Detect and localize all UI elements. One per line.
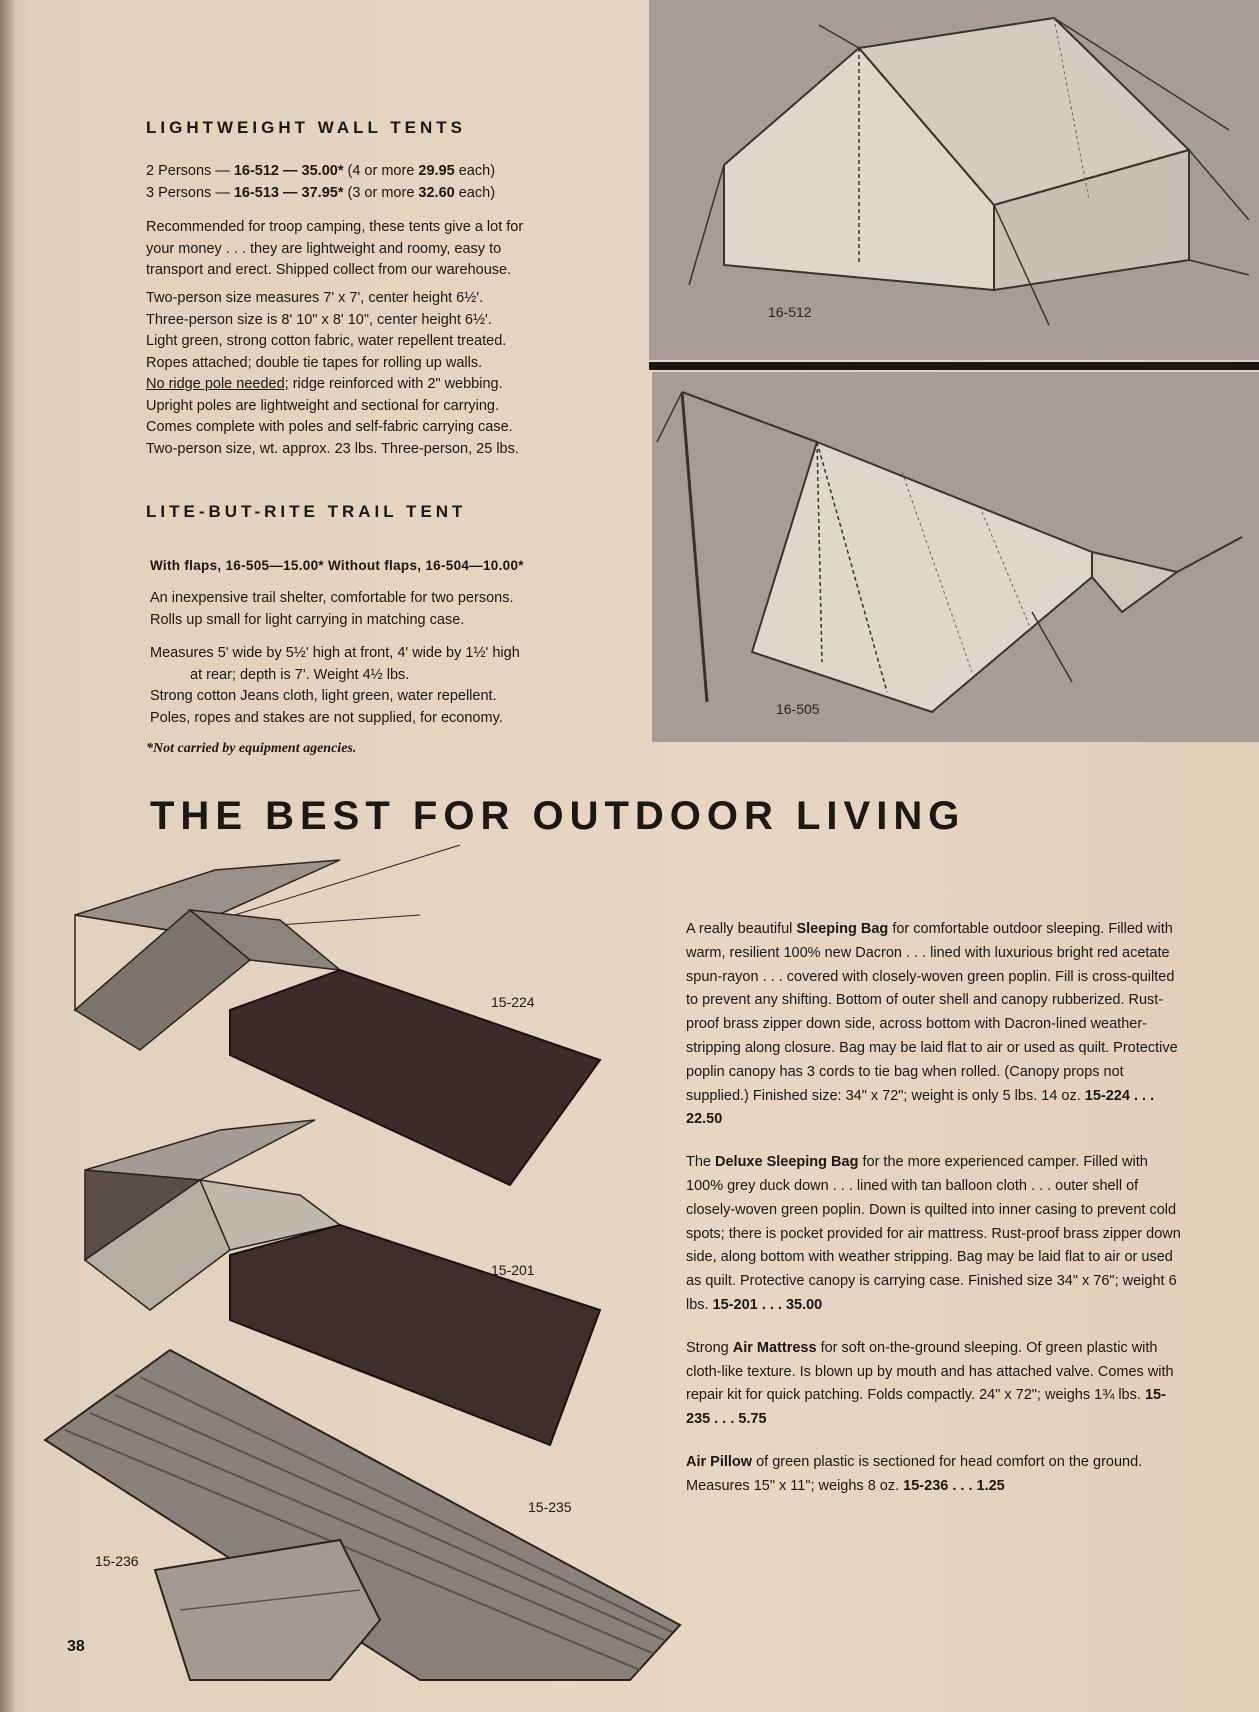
ridge-line: No ridge pole needed; ridge reinforced with 2" webbing. bbox=[146, 376, 503, 392]
wall-tent-illustration bbox=[649, 0, 1259, 360]
deluxe-bag-description: The Deluxe Sleeping Bag for the more experienced camper. Filled with 100% grey duck down . . . lined with tan balloon cloth . . . outer shell of closely-woven green poplin. Down is quilted into inner casing to prevent cold spots; there is pocket provided for air mattress. Rust-proof brass zipper down side, along bottom with weather stripping. Bag may be laid flat to air or used as quilt. Protective canopy is carrying case. Finished size 34" x 76"; weight 6 lbs. 15-201 . . . 35.00 bbox=[686, 1154, 1181, 1313]
spec-line: Two-person size measures 7' x 7', center height 6½'. bbox=[146, 290, 484, 306]
wall-tent-photo bbox=[649, 0, 1259, 360]
trail-tent-price-line: With flaps, 16-505—15.00* Without flaps, 16-504—10.00* bbox=[150, 558, 524, 573]
wall-tents-intro bbox=[146, 217, 616, 282]
spec-line: Ropes attached; double tie tapes for rolling up walls. bbox=[146, 354, 483, 371]
measure-line: at rear; depth is 7'. Weight 4½ lbs. bbox=[190, 666, 410, 683]
product-illustrations bbox=[40, 850, 720, 1680]
sleeping-bag-15-224 bbox=[75, 845, 600, 1185]
air-pillow-description: Air Pillow of green plastic is sectioned for head comfort on the ground. Measures 15" x 11"; weighs 8 oz. 15-236 . . . 1.25 bbox=[686, 1453, 1143, 1494]
product-label-15-224: 15-224 bbox=[491, 994, 535, 1010]
intro-line: your money . . . they are lightweight and roomy, easy to bbox=[146, 240, 502, 257]
spec-line: Comes complete with poles and self-fabric carrying case. bbox=[146, 419, 513, 435]
trail-tent-specs bbox=[150, 643, 630, 729]
wall-tent-label: 16-512 bbox=[768, 304, 812, 320]
wall-tents-heading: LIGHTWEIGHT WALL TENTS bbox=[146, 118, 466, 137]
spec-line: Upright poles are lightweight and sectional for carrying. bbox=[146, 397, 500, 414]
air-mattress-description: Strong Air Mattress for soft on-the-ground sleeping. Of green plastic with cloth-like texture. Is blown up by mouth and has attached valve. Comes with repair kit for quick patching. Folds compactly. 24" x 72"; weighs 1¾ lbs. 15-235 . . . 5.75 bbox=[686, 1339, 1174, 1428]
spec-line: Poles, ropes and stakes are not supplied, for economy. bbox=[150, 709, 503, 726]
intro-line: Rolls up small for light carrying in matching case. bbox=[150, 611, 465, 628]
wall-tents-specs bbox=[146, 288, 616, 460]
price-line-two-person: 2 Persons — 16-512 — 35.00* (4 or more 29.95 each) bbox=[146, 163, 496, 179]
spec-line: Three-person size is 8' 10" x 8' 10", center height 6½'. bbox=[146, 311, 492, 328]
trail-tent-photo bbox=[652, 372, 1259, 742]
price-line-three-person: 3 Persons — 16-513 — 37.95* (3 or more 32.60 each) bbox=[146, 184, 496, 201]
intro-line: Recommended for troop camping, these tents give a lot for bbox=[146, 219, 524, 235]
intro-line: transport and erect. Shipped collect from our warehouse. bbox=[146, 262, 512, 278]
page-number: 38 bbox=[67, 1638, 85, 1655]
spec-line: Two-person size, wt. approx. 23 lbs. Three-person, 25 lbs. bbox=[146, 440, 519, 457]
photo-divider bbox=[649, 362, 1259, 370]
spec-line: Strong cotton Jeans cloth, light green, water repellent. bbox=[150, 688, 497, 704]
intro-line: An inexpensive trail shelter, comfortable for two persons. bbox=[150, 590, 514, 606]
trail-tent-illustration bbox=[652, 372, 1259, 742]
main-title: THE BEST FOR OUTDOOR LIVING bbox=[150, 794, 966, 838]
trail-tent-heading: LITE-BUT-RITE TRAIL TENT bbox=[146, 502, 467, 521]
product-label-15-236: 15-236 bbox=[95, 1553, 139, 1569]
product-label-15-201: 15-201 bbox=[491, 1262, 535, 1278]
product-descriptions bbox=[686, 918, 1186, 1518]
sleeping-bag-description: A really beautiful Sleeping Bag for comfortable outdoor sleeping. Filled with warm, resilient 100% new Dacron . . . lined with luxurious bright red acetate spun-rayon . . . covered with closely-woven green poplin. Fill is cross-quilted to prevent any shifting. Bottom of outer shell and canopy rubberized. Rust-proof brass zipper down side, across bottom with Dacron-lined weather-stripping along closure. Bag may be laid flat to air or used as quilt. Protective poplin canopy has 3 cords to tie bag when rolled. (Canopy props not supplied.) Finished size: 34" x 72"; weight is only 5 lbs. 14 oz. 15-224 . . . 22.50 bbox=[686, 921, 1178, 1128]
product-label-15-235: 15-235 bbox=[528, 1499, 572, 1515]
wall-tents-prices bbox=[146, 161, 616, 204]
trail-tent-intro bbox=[150, 588, 630, 631]
measure-line: Measures 5' wide by 5½' high at front, 4' wide by 1½' high bbox=[150, 645, 520, 661]
spec-line: Light green, strong cotton fabric, water repellent treated. bbox=[146, 333, 507, 349]
page-gutter bbox=[0, 0, 14, 1712]
air-pillow-15-236 bbox=[155, 1540, 380, 1680]
footnote: *Not carried by equipment agencies. bbox=[146, 741, 357, 756]
trail-tent-label: 16-505 bbox=[776, 701, 820, 717]
